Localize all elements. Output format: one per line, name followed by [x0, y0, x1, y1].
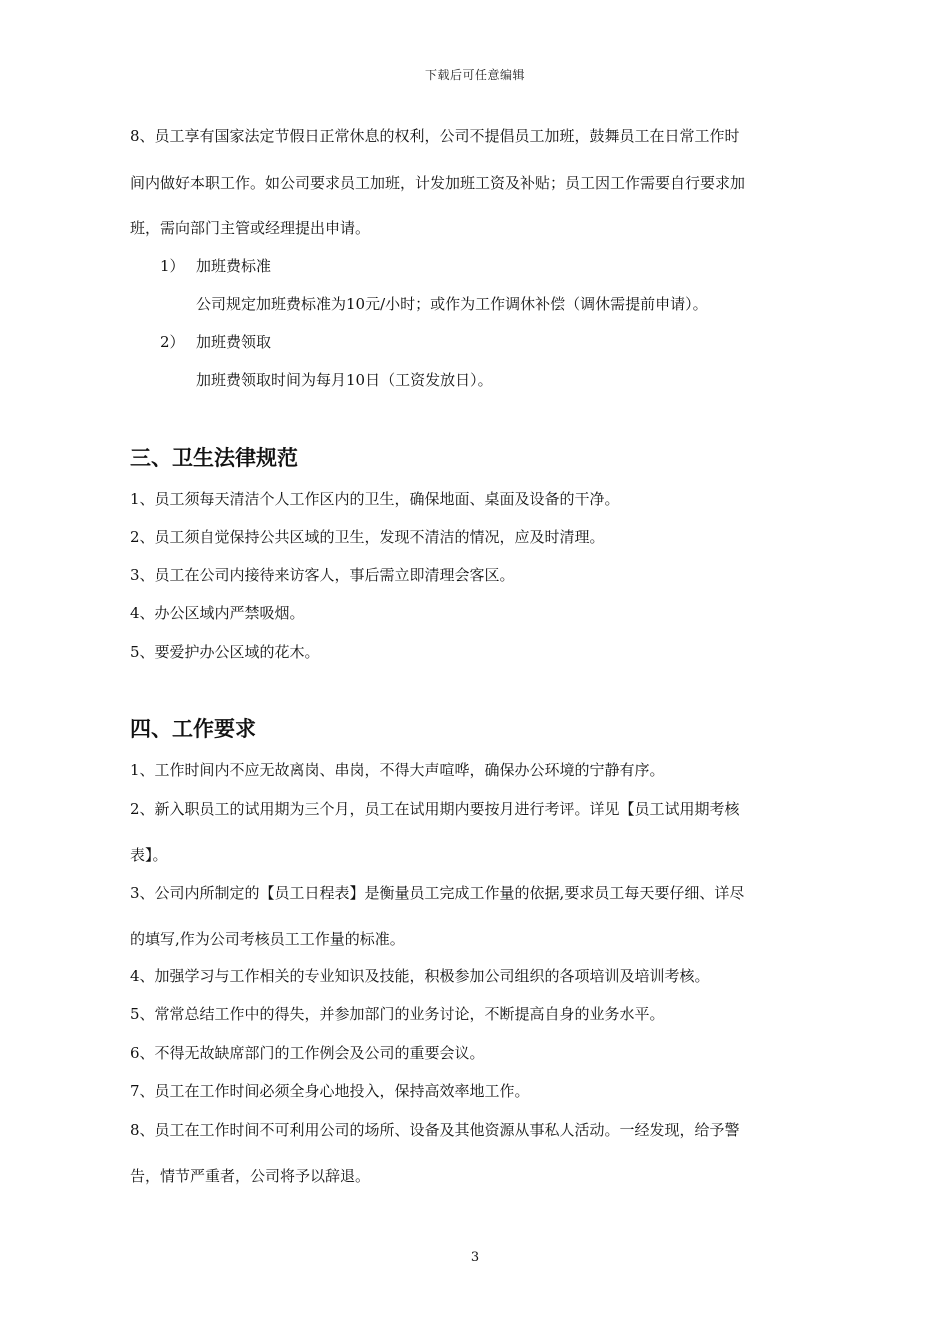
list-item: 4、办公区域内严禁吸烟。 — [130, 604, 305, 622]
list-item: 5、常常总结工作中的得失，并参加部门的业务讨论，不断提高自身的业务水平。 — [130, 1005, 665, 1023]
list-item-continuation: 表】。 — [130, 846, 168, 864]
page-header: 下载后可任意编辑 — [424, 68, 525, 82]
list-item: 1、员工须每天清洁个人工作区内的卫生，确保地面、桌面及设备的干净。 — [130, 490, 620, 508]
list-item-continuation: 的填写,作为公司考核员工工作量的标准。 — [130, 930, 405, 948]
sub-item-number: 2） — [160, 333, 185, 351]
page-number: 3 — [470, 1250, 480, 1265]
list-item: 6、不得无故缺席部门的工作例会及公司的重要会议。 — [130, 1044, 485, 1062]
list-item: 5、要爱护办公区域的花木。 — [130, 643, 320, 661]
list-item: 3、员工在公司内接待来访客人，事后需立即清理会客区。 — [130, 566, 515, 584]
list-item-continuation: 告，情节严重者，公司将予以辞退。 — [130, 1167, 371, 1185]
list-item: 2、新入职员工的试用期为三个月，员工在试用期内要按月进行考评。详见【员工试用期考核 — [130, 800, 740, 818]
overtime-claim-heading — [160, 332, 271, 352]
list-item: 2、员工须自觉保持公共区域的卫生，发现不清洁的情况，应及时清理。 — [130, 528, 605, 546]
section-3-title: 三、卫生法律规范 — [130, 446, 298, 470]
overtime-claim-text: 加班费领取时间为每月10日（工资发放日）。 — [196, 371, 493, 389]
list-item: 3、公司内所制定的【员工日程表】是衡量员工完成工作量的依据,要求员工每天要仔细、详尽 — [130, 884, 745, 902]
sub-item-title: 加班费标准 — [196, 257, 272, 275]
section-4-title: 四、工作要求 — [130, 717, 256, 741]
list-item: 8、员工在工作时间不可利用公司的场所、设备及其他资源从事私人活动。一经发现，给予警 — [130, 1121, 740, 1139]
list-item: 1、工作时间内不应无故离岗、串岗，不得大声喧哗，确保办公环境的宁静有序。 — [130, 761, 665, 779]
overtime-standard-text: 公司规定加班费标准为10元/小时；或作为工作调休补偿（调休需提前申请）。 — [196, 295, 708, 313]
overtime-para-line-3: 班，需向部门主管或经理提出申请。 — [130, 219, 371, 237]
list-item: 4、加强学习与工作相关的专业知识及技能，积极参加公司组织的各项培训及培训考核。 — [130, 967, 710, 985]
list-item: 7、员工在工作时间必须全身心地投入，保持高效率地工作。 — [130, 1082, 530, 1100]
sub-item-title: 加班费领取 — [196, 333, 272, 351]
overtime-standard-heading — [160, 256, 271, 276]
sub-item-number: 1） — [160, 257, 185, 275]
overtime-para-line-1: 8、员工享有国家法定节假日正常休息的权利，公司不提倡员工加班，鼓舞员工在日常工作时 — [130, 127, 740, 145]
overtime-para-line-2: 间内做好本职工作。如公司要求员工加班，计发加班工资及补贴；员工因工作需要自行要求加 — [130, 174, 746, 192]
